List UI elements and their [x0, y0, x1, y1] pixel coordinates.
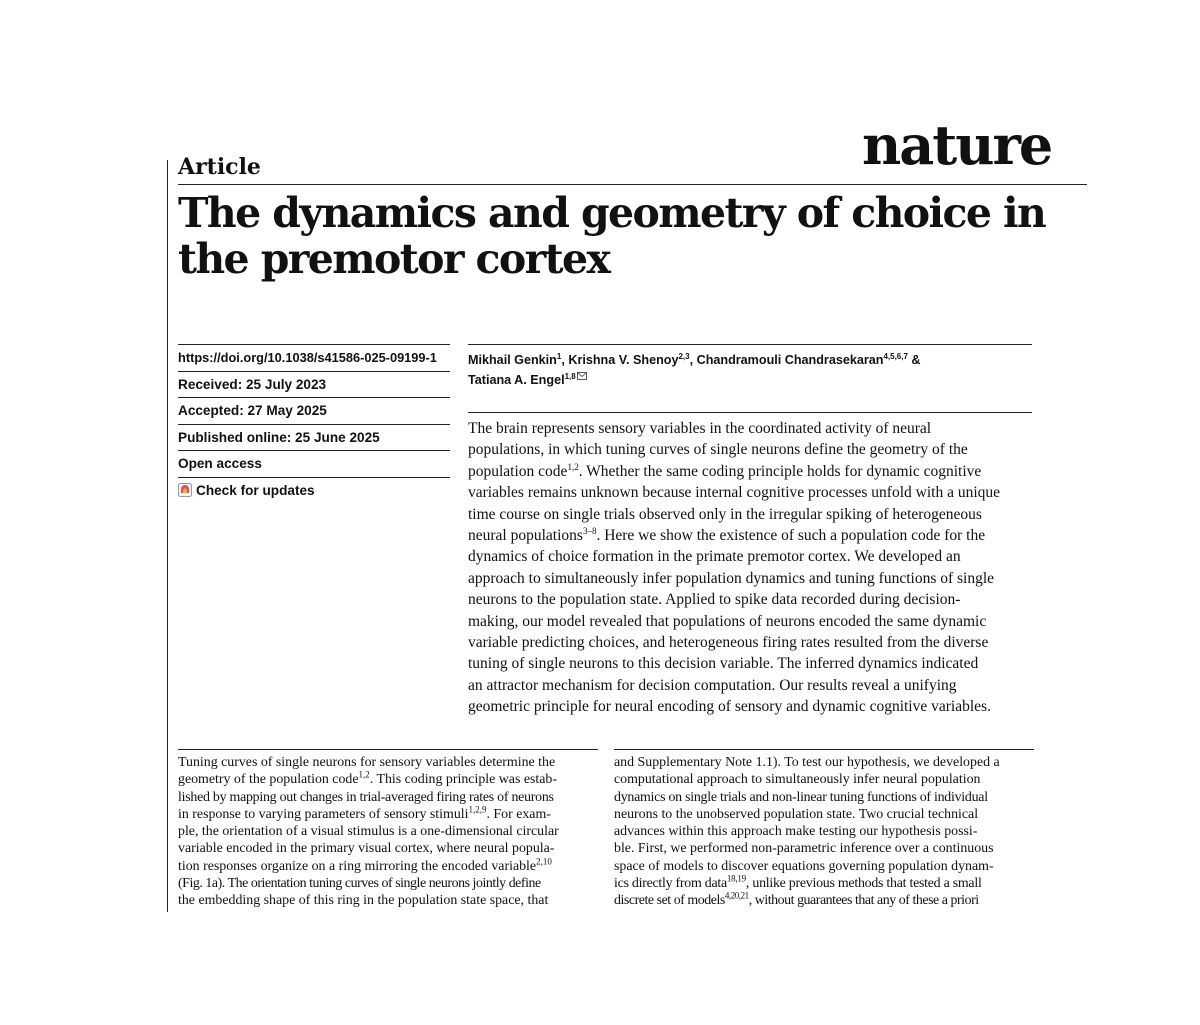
doi-link[interactable]: https://doi.org/10.1038/s41586-025-09199-1 — [178, 344, 450, 371]
body-line — [614, 892, 1034, 909]
body-text: geometry of the population code — [178, 772, 359, 788]
open-access-label: Open access — [178, 450, 450, 478]
abstract-line: time course on single trials observed only in the irregular spiking of heterogeneous — [468, 505, 982, 523]
author-ampersand: & — [911, 353, 921, 367]
abstract-line: dynamics of choice formation in the primate premotor cortex. We developed an — [468, 548, 961, 566]
author-name[interactable]: Chandramouli Chandrasekaran — [696, 353, 884, 367]
abstract-line: approach to simultaneously infer population dynamics and tuning functions of single — [468, 569, 995, 587]
body-text: tion responses organize on a ring mirroring the encoded variable — [178, 858, 537, 874]
left-margin-rule — [167, 160, 168, 912]
received-date: Received: 25 July 2023 — [178, 371, 450, 398]
abstract-line: geometric principle for neural encoding of sensory and dynamic cognitive variables. — [468, 698, 991, 716]
citation[interactable]: 18,19 — [726, 873, 746, 884]
abstract-line: populations, in which tuning curves of single neurons define the geometry of the — [468, 441, 968, 459]
body-line — [178, 806, 598, 823]
abstract-text: . Whether the same coding principle holds for dynamic cognitive — [578, 462, 982, 480]
author-affiliation: 1,8 — [564, 371, 576, 381]
abstract-line — [468, 461, 1032, 482]
article-title — [178, 190, 1058, 282]
body-text: in response to varying parameters of sensory stimuli — [178, 806, 469, 822]
article-meta — [178, 344, 450, 503]
body-line: lished by mapping out changes in trial-averaged firing rates of neurons — [178, 789, 554, 805]
body-line: space of models to discover equations governing population dynam- — [614, 858, 994, 874]
body-line: neurons to the unobserved population state. Two crucial technical — [614, 806, 979, 822]
author-affiliation: 1 — [556, 351, 562, 361]
abstract-line: variable predicting choices, and heterogeneous firing rates resulted from the diverse — [468, 634, 989, 652]
abstract-line: making, our model revealed that populations of neurons encoded the same dynamic — [468, 612, 987, 630]
header-rule — [178, 184, 1087, 185]
citation[interactable]: 3–8 — [582, 525, 597, 536]
citation[interactable]: 1,2 — [567, 461, 579, 472]
check-for-updates-link[interactable] — [178, 478, 450, 504]
body-text: discrete set of models — [614, 893, 725, 909]
abstract-line: The brain represents sensory variables in the coordinated activity of neural — [468, 420, 932, 437]
abstract-line: neurons to the population state. Applied to spike data recorded during decision- — [468, 591, 961, 609]
title-line: the premotor cortex — [178, 235, 610, 283]
check-updates-icon — [178, 483, 192, 497]
journal-logo: nature — [862, 113, 1052, 177]
author-name[interactable]: Krishna V. Shenoy — [568, 353, 679, 367]
abstract-text: population code — [468, 462, 568, 480]
body-line: advances within this approach make testing our hypothesis possi- — [614, 824, 978, 840]
check-updates-label: Check for updates — [196, 482, 315, 498]
body-line: computational approach to simultaneously infer neural population — [614, 772, 981, 788]
abstract-line: an attractor mechanism for decision computation. Our results reveal a unifying — [468, 676, 957, 694]
body-text: ics directly from data — [614, 876, 727, 892]
author-name[interactable]: Mikhail Genkin — [468, 353, 557, 367]
accepted-date: Accepted: 27 May 2025 — [178, 397, 450, 424]
citation[interactable]: 2,10 — [536, 856, 552, 867]
body-line: and Supplementary Note 1.1). To test our hypothesis, we developed a — [614, 755, 1000, 770]
published-date: Published online: 25 June 2025 — [178, 424, 450, 451]
citation[interactable]: 1,2 — [358, 769, 370, 780]
abstract — [468, 412, 1032, 718]
body-line: Tuning curves of single neurons for sensory variables determine the — [178, 755, 556, 770]
abstract-line — [468, 525, 1032, 546]
abstract-text: . Here we show the existence of such a population code for the — [596, 527, 986, 545]
body-line: dynamics on single trials and non-linear tuning functions of individual — [614, 789, 988, 805]
citation[interactable]: 1,2,9 — [468, 804, 487, 815]
abstract-line: tuning of single neurons to this decision variable. The inferred dynamics indicated — [468, 655, 979, 673]
body-line — [614, 875, 1034, 892]
citation[interactable]: 4,20,21 — [724, 890, 749, 901]
body-text: , unlike previous methods that tested a small — [745, 876, 982, 892]
body-column-left — [178, 749, 598, 910]
body-line — [178, 858, 598, 875]
author-name[interactable]: Tatiana A. Engel — [468, 373, 565, 387]
body-text: . For exam- — [486, 806, 551, 822]
title-line: The dynamics and geometry of choice in — [178, 189, 1046, 237]
author-affiliation: 4,5,6,7 — [883, 351, 908, 361]
article-type-label: Article — [178, 154, 261, 180]
body-line: (Fig. 1a). The orientation tuning curves of single neurons jointly define — [178, 876, 541, 892]
author-separator: , — [561, 353, 569, 367]
body-line: variable encoded in the primary visual cortex, where neural popula- — [178, 841, 555, 857]
body-line: ble. First, we performed non-parametric inference over a continuous — [614, 841, 994, 857]
author-list — [468, 344, 1032, 390]
body-line — [178, 771, 598, 788]
body-text: . This coding principle was estab- — [369, 772, 558, 788]
author-affiliation: 2,3 — [678, 351, 690, 361]
body-column-right — [614, 749, 1034, 910]
author-separator: , — [689, 353, 697, 367]
body-text: , without guarantees that any of these a priori — [748, 893, 979, 909]
envelope-icon[interactable] — [577, 372, 587, 380]
body-line: ple, the orientation of a visual stimulus is a one-dimensional circular — [178, 824, 559, 840]
body-line: the embedding shape of this ring in the population state space, that — [178, 893, 549, 909]
abstract-text: neural populations — [468, 527, 583, 545]
abstract-line: variables remains unknown because internal cognitive processes unfold with a unique — [468, 484, 1001, 502]
